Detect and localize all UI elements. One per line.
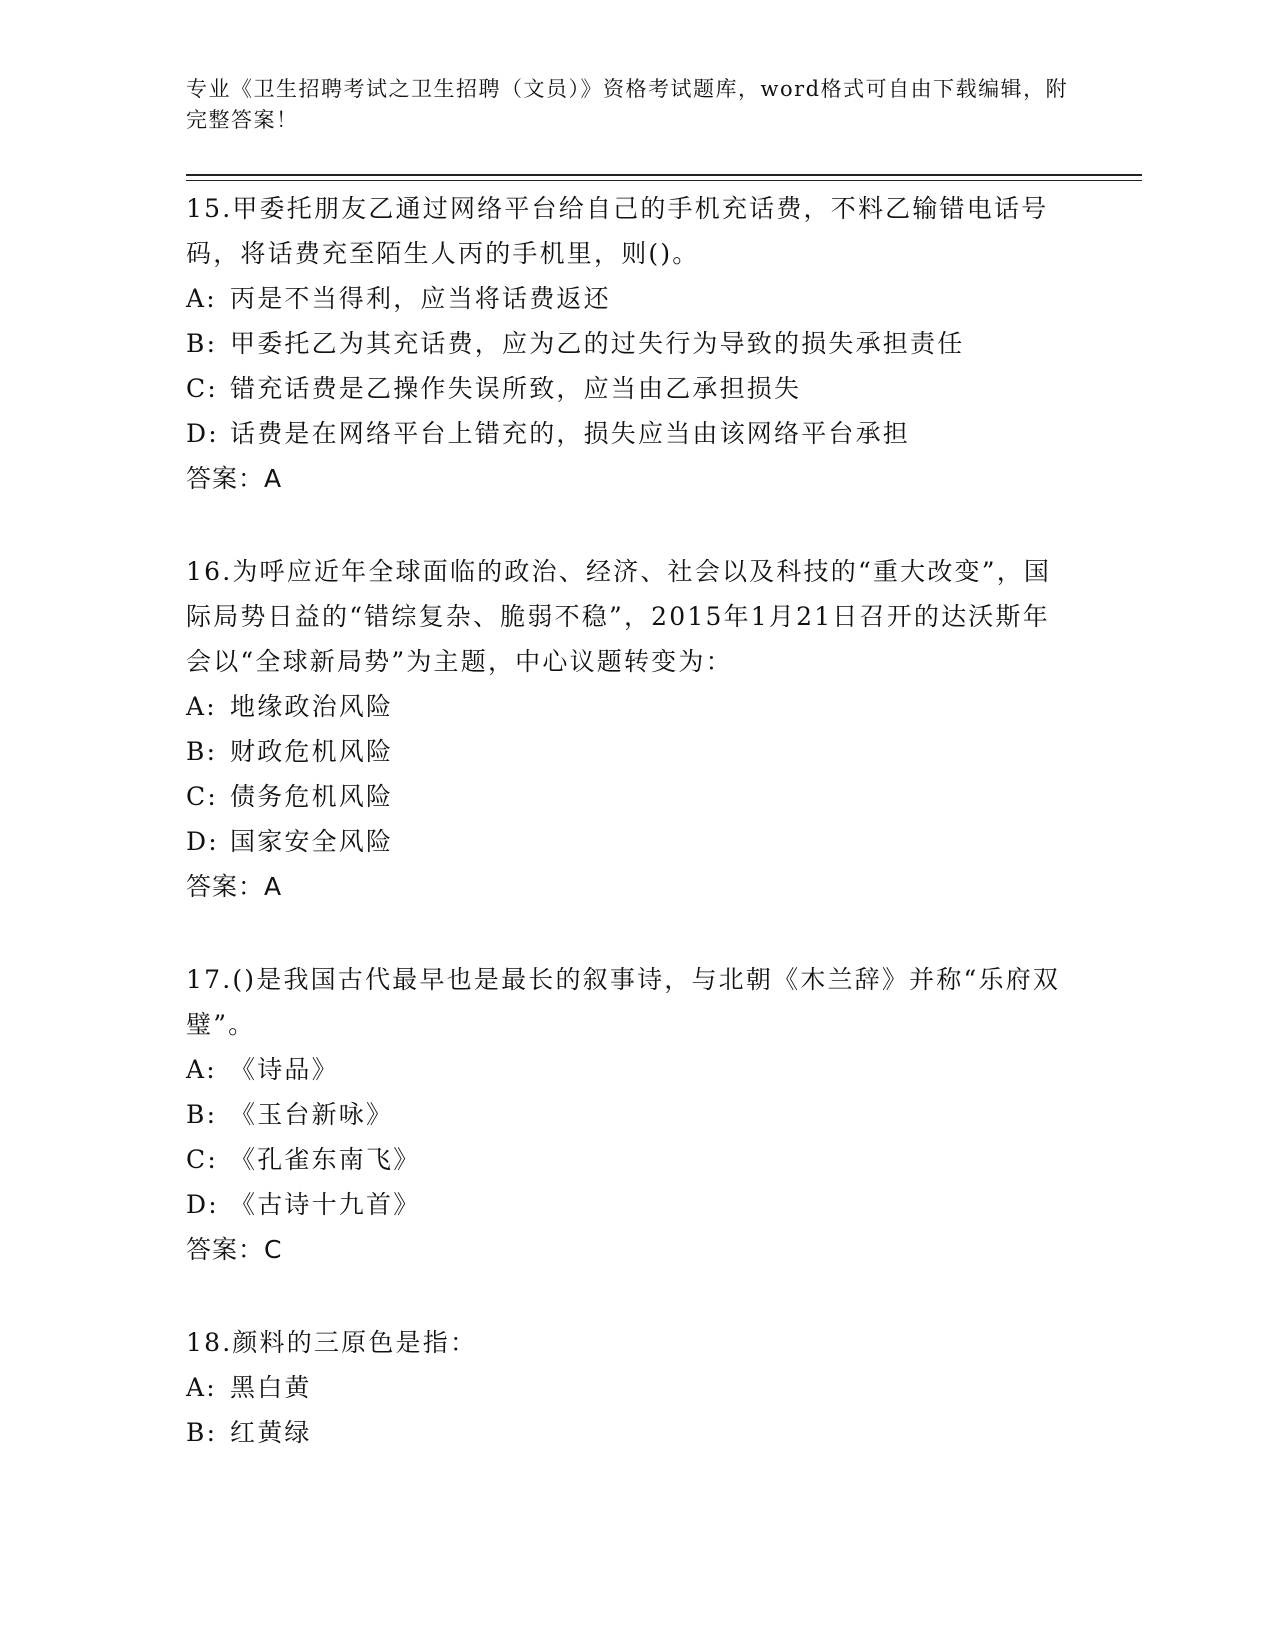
option-label: D: (186, 1190, 219, 1219)
option-label: B: (186, 329, 218, 358)
option-label: C: (186, 374, 218, 403)
question-text: 18.颜料的三原色是指： (186, 1328, 478, 1357)
option-text: 错充话费是乙操作失误所致，应当由乙承担损失 (230, 374, 802, 403)
option-label: D: (186, 827, 219, 856)
option-c (186, 774, 1066, 819)
option-c (186, 1137, 1066, 1182)
option-text: 《诗品》 (230, 1055, 339, 1084)
question-17 (186, 957, 1066, 1272)
option-label: A: (186, 692, 217, 721)
option-text: 红黄绿 (230, 1418, 312, 1447)
option-text: 国家安全风险 (230, 827, 394, 856)
option-c (186, 366, 1066, 411)
question-15 (186, 186, 1066, 501)
option-text: 话费是在网络平台上错充的，损失应当由该网络平台承担 (230, 419, 911, 448)
option-label: D: (186, 419, 219, 448)
option-label: A: (186, 284, 217, 313)
option-text: 丙是不当得利，应当将话费返还 (230, 284, 611, 313)
option-label: C: (186, 782, 218, 811)
option-text: 《古诗十九首》 (230, 1190, 421, 1219)
option-a (186, 684, 1066, 729)
option-label: B: (186, 1100, 218, 1129)
question-text: 17.()是我国古代最早也是最长的叙事诗，与北朝《木兰辞》并称“乐府双璧”。 (186, 965, 1061, 1039)
option-b (186, 1410, 1066, 1455)
option-a (186, 1365, 1066, 1410)
option-label: B: (186, 737, 218, 766)
question-16 (186, 549, 1066, 909)
option-b (186, 729, 1066, 774)
option-text: 债务危机风险 (230, 782, 394, 811)
option-a (186, 276, 1066, 321)
question-text: 16.为呼应近年全球面临的政治、经济、社会以及科技的“重大改变”，国际局势日益的“错综复杂、脆弱不稳”，2015年1月21日召开的达沃斯年会以“全球新局势”为主题，中心议题转变为： (186, 557, 1052, 676)
option-label: A: (186, 1055, 217, 1084)
answer-line: 答案：C (186, 1235, 283, 1264)
option-text: 《玉台新咏》 (230, 1100, 394, 1129)
answer-line: 答案：A (186, 872, 283, 901)
option-text: 甲委托乙为其充话费，应为乙的过失行为导致的损失承担责任 (230, 329, 965, 358)
option-label: A: (186, 1373, 217, 1402)
option-d (186, 1182, 1066, 1227)
option-b (186, 1092, 1066, 1137)
option-label: C: (186, 1145, 218, 1174)
option-d (186, 411, 1066, 456)
option-b (186, 321, 1066, 366)
option-text: 财政危机风险 (230, 737, 394, 766)
option-text: 地缘政治风险 (230, 692, 394, 721)
option-text: 黑白黄 (230, 1373, 312, 1402)
option-a (186, 1047, 1066, 1092)
header-divider-thick (186, 174, 1142, 176)
answer-line: 答案：A (186, 464, 283, 493)
option-label: B: (186, 1418, 218, 1447)
document-header: 专业《卫生招聘考试之卫生招聘（文员）》资格考试题库，word格式可自由下载编辑，附完整答案！ (186, 77, 1069, 132)
option-text: 《孔雀东南飞》 (230, 1145, 421, 1174)
header-divider-thin (186, 180, 1142, 181)
option-d (186, 819, 1066, 864)
question-text: 15.甲委托朋友乙通过网络平台给自己的手机充话费，不料乙输错电话号码，将话费充至陌生人丙的手机里，则()。 (186, 194, 1049, 268)
question-18 (186, 1320, 1066, 1455)
